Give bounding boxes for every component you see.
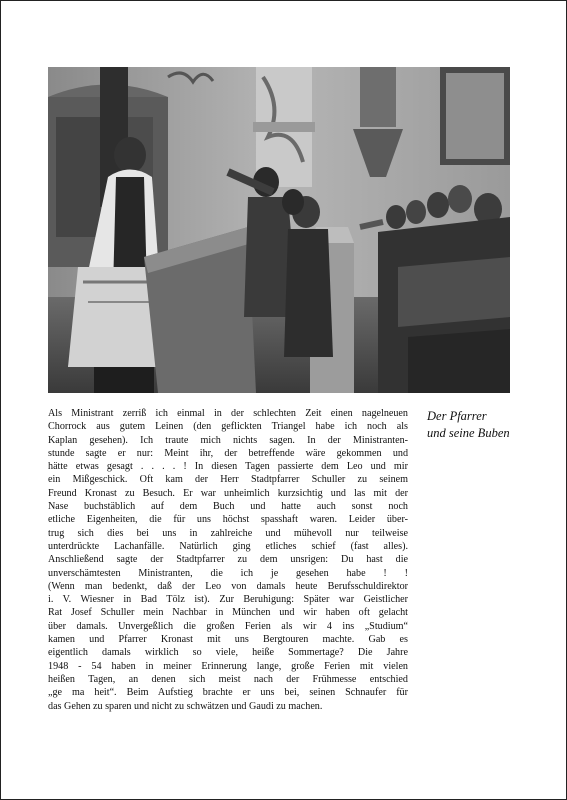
photo-priest-with-altar-boys [48, 67, 510, 393]
body-line: Freund Kronast zu Besuch. Er war unheimlich kurzsichtig und las mit der [48, 487, 408, 499]
body-line: unverschämtesten Ministranten, die ich je gesehen habe ! ! [48, 567, 408, 579]
body-line: unterdrückte Lachanfälle. Natürlich ging etliches schief (fast alles). [48, 540, 408, 552]
body-line: über damals. Unvergeßlich die großen Ferien als wir 4 ins „Studium“ [48, 620, 408, 632]
body-line: „ge ma heit“. Beim Aufstieg brachte er uns bei, seinen Schnaufer für [48, 687, 408, 699]
article-body [48, 407, 408, 713]
caption-line: und seine Buben [427, 426, 510, 440]
body-line: heißen Tagen, an denen sich meist nach der Frühmesse entschied [48, 673, 408, 685]
photo-caption [427, 408, 537, 442]
body-line: stunde sagte er nur: Meint ihr, der betreffende wäre gekommen und [48, 447, 408, 459]
body-line: etliche Eigenheiten, die für uns höchst spasshaft waren. Leider über- [48, 514, 408, 526]
body-line: Nase buchstäblich auf dem Buch und hatte auch sonst noch [48, 501, 408, 513]
body-line: (Wenn man bedenkt, daß der Leo von damals heute Berufsschuldirektor [48, 580, 408, 592]
body-line: trug sich dies bei uns in zahlreiche und mühevoll nur teilweise [48, 527, 408, 539]
body-line: Chorrock aus gutem Leinen (den geflickten Triangel habe ich noch als [48, 421, 408, 433]
body-line: Kaplan gesehen). Ich traute mich nichts sagen. In der Ministranten- [48, 434, 408, 446]
body-line: kamen und Pfarrer Kronast mit uns Bergtouren machte. Gab es [48, 634, 408, 646]
caption-line: Der Pfarrer [427, 409, 487, 423]
body-line: Anschließend sagte der Stadtpfarrer zu dem unsrigen: Du hast die [48, 554, 408, 566]
body-line: das Gehen zu sparen und nicht zu schwätzen und Gaudi zu machen. [48, 700, 323, 712]
body-line: eigentlich damals wirklich so viele, heiße Sommertage? Die Jahre [48, 647, 408, 659]
body-line: i. V. Wiesner in Bad Tölz ist). Zur Beruhigung: Später war Geistlicher [48, 594, 408, 606]
body-line: Als Ministrant zerriß ich einmal in der schlechten Zeit einen nagelneuen [48, 408, 408, 419]
body-line: 1948 - 54 haben in meiner Erinnerung lange, große Ferien mit vielen [48, 660, 408, 672]
body-line: Rat Josef Schuller mein Nachbar in München und wir haben oft gelacht [48, 607, 408, 619]
body-line: hätte etwas gesagt . . . . ! In diesen Tagen passierte dem Leo und mir [48, 461, 408, 473]
body-line: ein Mißgeschick. Oft kam der Herr Stadtpfarrer Schuller zu seinem [48, 474, 408, 486]
